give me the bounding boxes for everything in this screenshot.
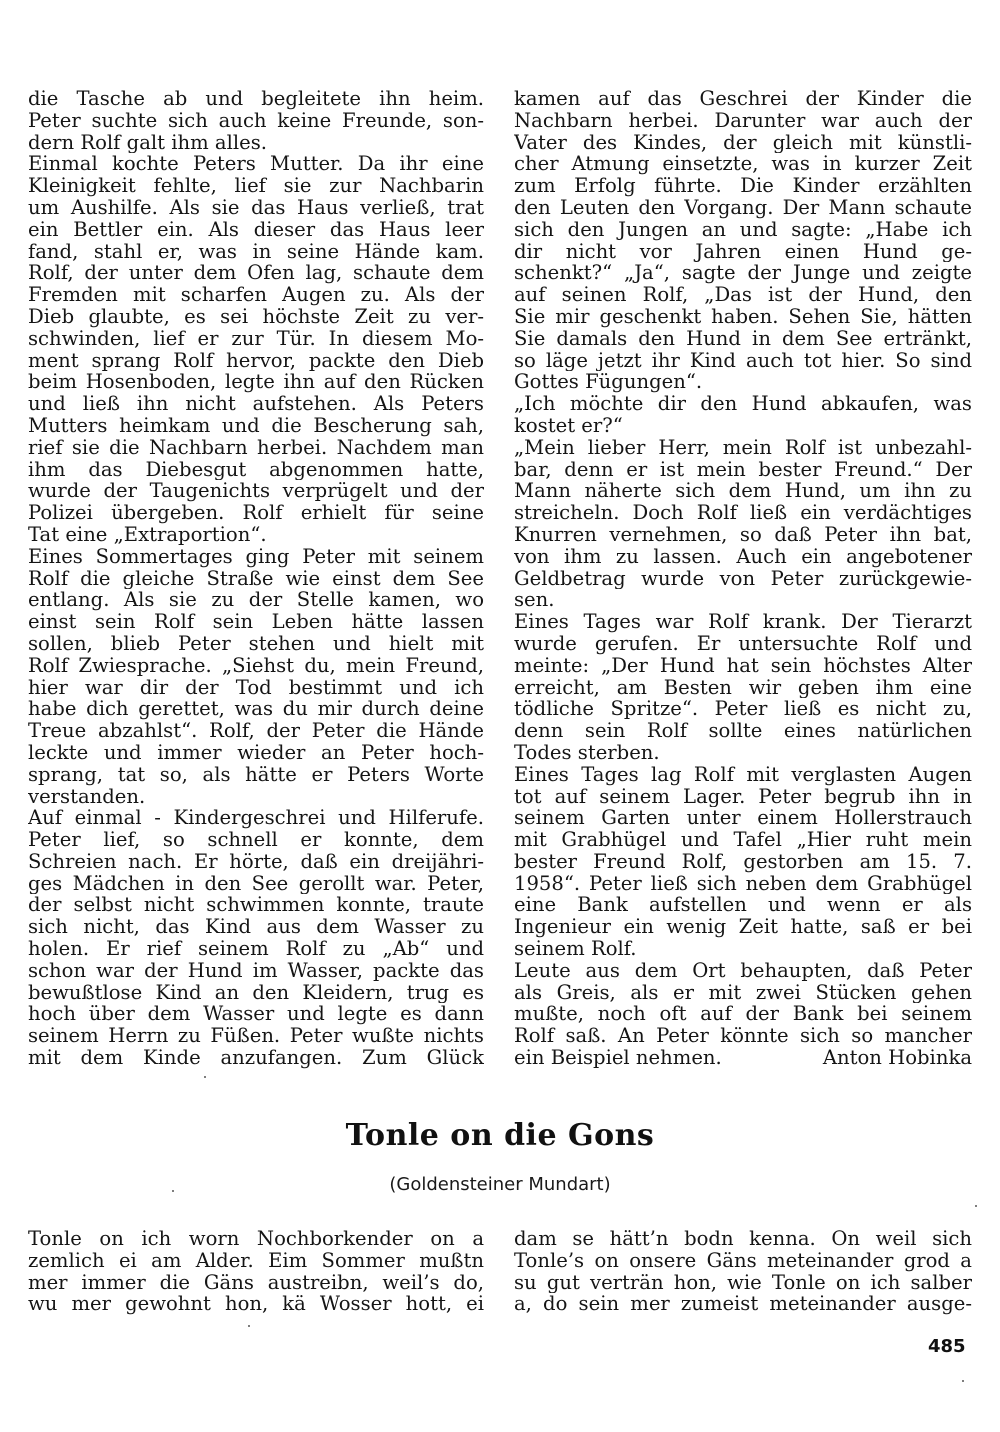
text-line: beim Hosenboden, legte ihn auf den Rücken — [28, 371, 484, 394]
text-line: seinem Herrn zu Füßen. Peter wußte nichts — [28, 1025, 484, 1048]
text-line: eine Bank aufstellen und wenn er als — [514, 894, 972, 917]
text-line: wu mer gewohnt hon, kä Wosser hott, ei — [28, 1293, 484, 1316]
text-line: sprang, tat so, als hätte er Peters Worte — [28, 763, 484, 786]
text-line: wurde gerufen. Er untersuchte Rolf und — [514, 632, 972, 655]
text-line: der selbst nicht schwimmen konnte, traute — [28, 894, 484, 917]
text-line: kamen auf das Geschrei der Kinder die — [514, 88, 972, 110]
article-column-left — [28, 88, 484, 1069]
text-line: Rolf, der unter dem Ofen lag, schaute dem — [28, 262, 484, 285]
text-line: Rolf die gleiche Straße wie einst dem See — [28, 567, 484, 590]
print-speck — [172, 1190, 174, 1192]
text-line: auf seinen Rolf, „Das ist der Hund, den — [514, 284, 972, 306]
print-speck — [248, 1325, 250, 1327]
article-title: Tonle on die Gons — [345, 1118, 655, 1153]
text-line: Geldbetrag wurde von Peter zurückgewie- — [514, 567, 972, 590]
text-line: sollen, blieb Peter stehen und hielt mit — [28, 632, 484, 655]
text-line: „Mein lieber Herr, mein Rolf ist unbezahl- — [514, 436, 972, 459]
text-line: rief sie die Nachbarn herbei. Nachdem man — [28, 436, 484, 459]
text-line: entlang. Als sie zu der Stelle kamen, wo — [28, 589, 484, 612]
text-line: Peter lief, so schnell er konnte, dem — [28, 829, 484, 851]
text-line: sich nicht, das Kind aus dem Wasser zu — [28, 916, 484, 939]
text-line: ein Beispiel nehmen. — [514, 1046, 722, 1070]
text-line: Polizei übergeben. Rolf erhielt für seine — [28, 502, 484, 524]
page-number: 485 — [928, 1336, 966, 1357]
text-line: Auf einmal - Kindergeschrei und Hilferufe. — [28, 807, 484, 830]
article-subtitle: (Goldensteiner Mundart) — [389, 1174, 611, 1195]
text-line: dern Rolf galt ihm alles. — [28, 131, 268, 154]
text-line: Schreien nach. Er hörte, daß ein dreijähri- — [28, 850, 484, 873]
text-line: habe dich gerettet, was du mir durch deine — [28, 698, 484, 721]
text-line: holen. Er rief seinem Rolf zu „Ab“ und — [28, 938, 484, 960]
text-line: den Leuten den Vorgang. Der Mann schaute — [514, 196, 972, 219]
text-line: a, do sein mer zumeist meteinander ausge- — [514, 1293, 972, 1316]
text-line: ment sprang Rolf hervor, packte den Dieb — [28, 349, 484, 372]
text-line: „Ich möchte dir den Hund abkaufen, was — [514, 393, 972, 415]
text-line: Sie damals den Hund in dem See ertränkt, — [514, 327, 972, 350]
text-line: Rolf Zwiesprache. „Siehst du, mein Freund, — [28, 654, 484, 677]
text-line: leckte und immer wieder an Peter hoch- — [28, 741, 484, 764]
text-line: erreicht, am Besten wir geben ihm eine — [514, 676, 972, 699]
text-line: 1958“. Peter ließ sich neben dem Grabhügel — [514, 872, 972, 895]
text-line: Knurren vernehmen, so daß Peter ihn bat, — [514, 523, 972, 546]
article-column-right — [514, 88, 972, 1069]
text-line: mußte, noch oft auf der Bank bei seinem — [514, 1003, 972, 1026]
print-speck — [975, 1205, 977, 1207]
text-line: wurde der Taugenichts verprügelt und der — [28, 480, 484, 503]
text-line: Dieb glaubte, es sei höchste Zeit zu ver- — [28, 305, 484, 328]
text-line: Eines Sommertages ging Peter mit seinem — [28, 545, 484, 568]
text-line: denn sein Rolf sollte eines natürlichen — [514, 720, 972, 742]
text-line: zemlich ei am Alder. Eim Sommer mußtn — [28, 1249, 484, 1272]
text-line: verstanden. — [28, 785, 146, 808]
article2-column-right — [514, 1228, 972, 1315]
text-line: hoch über dem Wasser und legte es dann — [28, 1003, 484, 1026]
text-line: um Aushilfe. Als sie das Haus verließ, trat — [28, 196, 484, 219]
text-line: meinte: „Der Hund hat sein höchstes Alter — [514, 654, 972, 677]
text-line: Einmal kochte Peters Mutter. Da ihr eine — [28, 153, 484, 176]
text-line: Treue abzahlst“. Rolf, der Peter die Hände — [28, 720, 484, 742]
text-line: Kleinigkeit fehlte, lief sie zur Nachbarin — [28, 175, 484, 197]
text-line: schon war der Hund im Wasser, packte das — [28, 959, 484, 982]
text-line: Gottes Fügungen“. — [514, 371, 703, 394]
text-line: mit dem Kinde anzufangen. Zum Glück — [28, 1047, 484, 1069]
text-line: Rolf saß. An Peter könnte sich so mancher — [514, 1025, 972, 1048]
text-line: schenkt?“ „Ja“, sagte der Junge und zeigte — [514, 262, 972, 285]
text-line: dam se hätt’n bodn kenna. On weil sich — [514, 1228, 972, 1250]
text-line: ihm das Diebesgut abgenommen hatte, — [28, 458, 484, 481]
text-line: von ihm zu lassen. Auch ein angebotener — [514, 545, 972, 568]
text-line: Fremden mit scharfen Augen zu. Als der — [28, 284, 484, 306]
text-line: Mutters heimkam und die Bescherung sah, — [28, 414, 484, 437]
print-speck — [962, 1380, 964, 1382]
text-line: Tonle’s on onsere Gäns meteinander grod a — [514, 1249, 972, 1272]
text-line: Ingenieur ein wenig Zeit hatte, saß er bei — [514, 916, 972, 939]
text-line: su gut verträn hon, wie Tonle on ich salber — [514, 1271, 972, 1294]
text-line: ein Bettler ein. Als dieser das Haus leer — [28, 218, 484, 241]
text-line: Nachbarn herbei. Darunter war auch der — [514, 109, 972, 132]
text-line: als Greis, als er mit zwei Stücken gehen — [514, 981, 972, 1004]
text-line: hier war dir der Tod bestimmt und ich — [28, 676, 484, 699]
text-line: zum Erfolg führte. Die Kinder erzählten — [514, 175, 972, 197]
text-line: streicheln. Doch Rolf ließ ein verdächtiges — [514, 502, 972, 524]
text-line: bar, denn er ist mein bester Freund.“ Der — [514, 458, 972, 481]
text-line: bester Freund Rolf, gestorben am 15. 7. — [514, 850, 972, 873]
text-line: Eines Tages war Rolf krank. Der Tierarzt — [514, 611, 972, 633]
text-line: cher Atmung einsetzte, was in kurzer Zeit — [514, 153, 972, 176]
text-line: Peter suchte sich auch keine Freunde, son- — [28, 109, 484, 132]
text-line: seinem Rolf. — [514, 938, 637, 960]
text-line: Todes sterben. — [514, 741, 660, 764]
text-line: tot auf seinem Lager. Peter begrub ihn in — [514, 785, 972, 808]
text-line: einst sein Rolf sein Leben hätte lassen — [28, 611, 484, 633]
text-line: mit Grabhügel und Tafel „Hier ruht mein — [514, 829, 972, 851]
text-line: Mann näherte sich dem Hund, um ihn zu — [514, 480, 972, 503]
text-line: so läge jetzt ihr Kind auch tot hier. So sind — [514, 349, 972, 372]
text-line: tödliche Spritze“. Peter ließ es nicht zu, — [514, 698, 972, 721]
text-line: dir nicht vor Jahren einen Hund ge- — [514, 240, 972, 263]
article2-column-left — [28, 1228, 484, 1315]
text-line: bewußtlose Kind an den Kleidern, trug es — [28, 981, 484, 1004]
text-line: Vater des Kindes, der gleich mit künstli- — [514, 131, 972, 154]
text-line: seinem Garten unter einem Hollerstrauch — [514, 807, 972, 830]
text-line: sich den Jungen an und sagte: „Habe ich — [514, 218, 972, 241]
text-line: Tonle on ich worn Nochborkender on a — [28, 1228, 484, 1250]
text-line: die Tasche ab und begleitete ihn heim. — [28, 88, 484, 110]
text-line: Sie mir geschenkt haben. Sehen Sie, hätten — [514, 305, 972, 328]
print-speck — [204, 1076, 206, 1078]
text-line: kostet er?“ — [514, 414, 623, 437]
text-line: Leute aus dem Ort behaupten, daß Peter — [514, 959, 972, 982]
text-line: schwinden, lief er zur Tür. In diesem Mo- — [28, 327, 484, 350]
text-line: ges Mädchen in den See gerollt war. Peter, — [28, 872, 484, 895]
text-line: Tat eine „Extraportion“. — [28, 523, 267, 546]
author-name: Anton Hobinka — [822, 1046, 972, 1070]
text-line: und ließ ihn nicht aufstehen. Als Peters — [28, 393, 484, 415]
closing-line — [514, 1047, 972, 1069]
text-line: mer immer die Gäns austreibn, weil’s do, — [28, 1271, 484, 1294]
text-line: Eines Tages lag Rolf mit verglasten Augen — [514, 763, 972, 786]
text-line: sen. — [514, 589, 555, 612]
text-line: fand, stahl er, was in seine Hände kam. — [28, 240, 484, 263]
